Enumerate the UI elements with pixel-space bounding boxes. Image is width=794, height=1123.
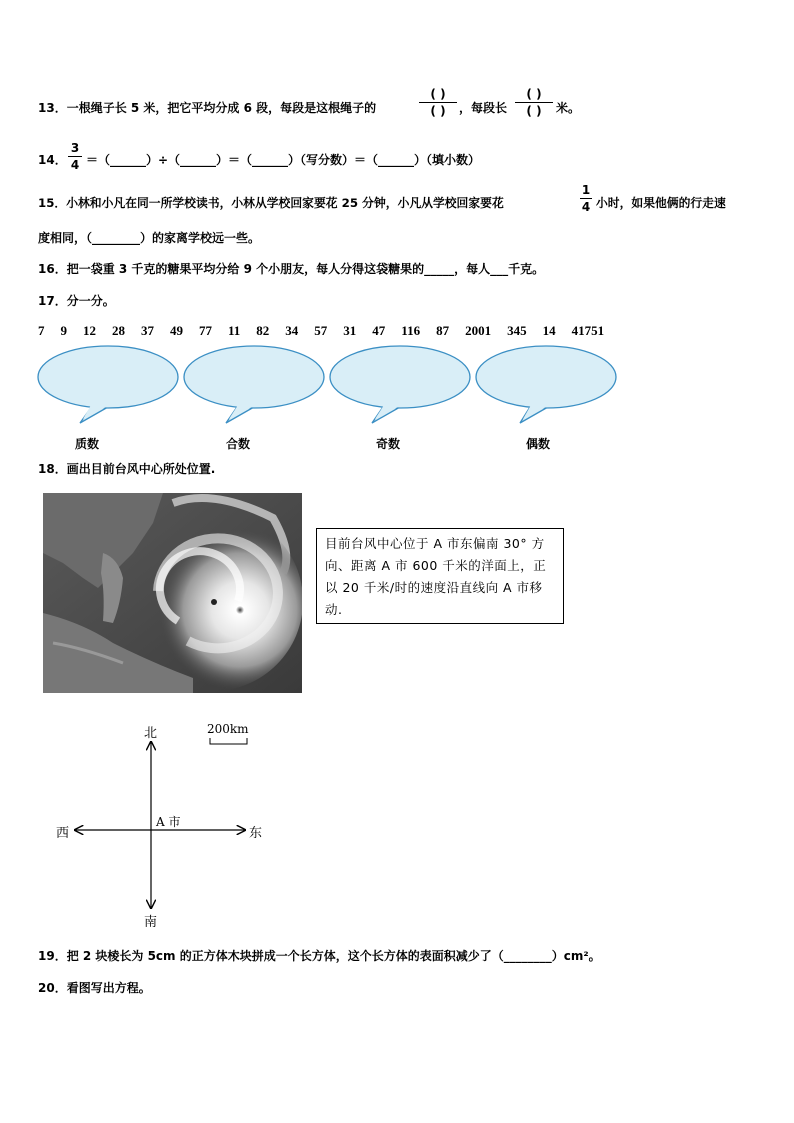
q17-number-list [38, 323, 604, 339]
west-label: 西 [56, 826, 70, 841]
q15-line1-b: 小时，如果他俩的行走速 [596, 196, 726, 210]
number-item: 14 [542, 323, 556, 338]
number-item: 57 [314, 323, 328, 338]
number-item: 87 [436, 323, 450, 338]
typhoon-satellite-image [43, 493, 302, 693]
bubble-composite[interactable] [184, 346, 324, 423]
q15-line1-a: 15．小林和小凡在同一所学校读书，小林从学校回家要花 25 分钟，小凡从学校回家要花 [38, 196, 504, 210]
city-label: A 市 [156, 815, 181, 829]
q14-number: 14． [38, 153, 67, 167]
north-label: 北 [144, 726, 158, 741]
number-item: 49 [170, 323, 183, 338]
number-item: 7 [38, 323, 45, 338]
question-20: 20．看图写出方程。 [38, 981, 151, 995]
number-item: 9 [60, 323, 67, 338]
number-item: 116 [401, 323, 421, 338]
number-item: 11 [228, 323, 241, 338]
q13-text-a: 13．一根绳子长 5 米，把它平均分成 6 段，每段是这根绳子的 [38, 101, 377, 115]
east-label: 东 [249, 826, 263, 841]
q18-text: 18．画出目前台风中心所处位置. [38, 462, 216, 476]
number-item: 51 [591, 323, 605, 338]
number-item: 31 [343, 323, 357, 338]
q14-equation: ＝（______）÷（______）＝（______）（写分数）＝（______）（填小数） [86, 153, 481, 167]
bubble-even[interactable] [476, 346, 616, 423]
number-item: 417 [571, 323, 592, 338]
bubble-prime[interactable] [38, 346, 178, 423]
q17-speech-bubbles [30, 345, 630, 430]
number-item: 345 [507, 323, 527, 338]
scale-bar [210, 738, 247, 744]
category-composite: 合数 [226, 437, 251, 451]
number-item: 2001 [465, 323, 492, 338]
number-item: 34 [285, 323, 299, 338]
question-19: 19．把 2 块棱长为 5cm 的正方体木块拼成一个长方体，这个长方体的表面积减少了（________）cm²。 [38, 949, 601, 963]
scale-label: 200km [207, 722, 249, 736]
typhoon-info-box: 目前台风中心位于 A 市东偏南 30° 方向、距离 A 市 600 千米的洋面上，正以 20 千米/时的速度沿直线向 A 市移动. [316, 528, 564, 624]
number-item: 12 [83, 323, 96, 338]
q15-fraction: 1 4 [581, 183, 591, 214]
q15-line2: 度相同，（________）的家离学校远一些。 [38, 231, 261, 245]
q13-fraction-blank-2[interactable]: ( ) ( ) [515, 86, 553, 119]
q14-fraction: 3 4 [68, 140, 82, 173]
category-prime: 质数 [75, 437, 100, 451]
q13-text-c: 米。 [556, 101, 581, 115]
number-item: 28 [112, 323, 125, 338]
south-label: 南 [144, 915, 158, 930]
number-item: 37 [141, 323, 154, 338]
category-odd: 奇数 [376, 437, 401, 451]
number-item: 47 [372, 323, 386, 338]
question-16: 16．把一袋重 3 千克的糖果平均分给 9 个小朋友，每人分得这袋糖果的_____，每人___千克。 [38, 262, 545, 276]
q17-text: 17．分一分。 [38, 294, 115, 308]
number-item: 82 [256, 323, 270, 338]
bubble-odd[interactable] [330, 346, 470, 423]
number-item: 77 [199, 323, 212, 338]
q13-text-b: ，每段长 [459, 101, 508, 115]
q13-fraction-blank-1[interactable]: ( ) ( ) [419, 86, 457, 119]
category-even: 偶数 [526, 437, 551, 451]
